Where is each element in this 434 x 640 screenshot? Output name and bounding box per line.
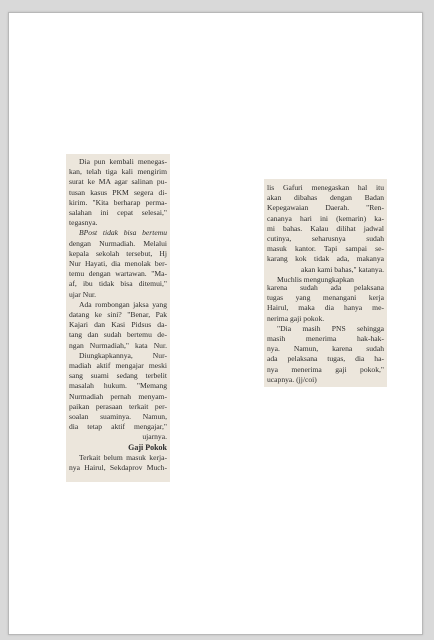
text-line: nya Hairul, Sekdaprov Much-	[69, 463, 167, 473]
text-line: Kepegawaian Daerah. "Ren-	[267, 203, 384, 213]
text-line: masuk kantor. Tapi sampai se-	[267, 244, 384, 254]
text-line: dengan Nurmadiah. Melalui	[69, 238, 167, 248]
news-clipping-right-column	[264, 179, 387, 387]
text-line: Muchlis mengungkapkan	[277, 274, 354, 284]
text-line: paikan perasaan terkait per-	[69, 401, 167, 411]
text-line: ada pelaksana tugas, dia ha-	[267, 354, 384, 364]
text-line: akan dibahas dengan Badan	[267, 193, 384, 203]
text-line: masalah hukum. "Memang	[69, 381, 167, 391]
text-line: masih menerima hak-hak-	[267, 334, 384, 344]
left-column-text	[69, 157, 167, 473]
text-line: madiah aktif mengajar meski	[69, 361, 167, 371]
text-line: ujarnya.	[142, 432, 167, 442]
text-line: cananya hari ini (kemarin) ka-	[267, 213, 384, 223]
text-line: lis Gafuri menegaskan hal itu	[267, 183, 384, 192]
text-line: Nurmadiah pernah menyam-	[69, 391, 167, 401]
section-heading: Gaji Pokok	[128, 442, 167, 452]
text-line: surat ke MA agar salinan pu-	[69, 177, 167, 187]
text-line: ngan Nurmadiah," kata Nur.	[69, 340, 167, 350]
text-line: Terkait belum masuk kerja-	[79, 452, 167, 462]
text-line: cutinya, seharusnya sudah	[267, 234, 384, 244]
text-line: af, ibu tidak bisa ditemui,"	[69, 279, 167, 289]
text-line: mi bahas. Kalau dilihat jadwal	[267, 223, 384, 233]
text-line: Ada rombongan jaksa yang	[79, 299, 167, 309]
text-line: karang kok tidak ada, makanya	[267, 254, 384, 264]
text-line: kirim. "Kita berharap perma-	[69, 197, 167, 207]
text-line: dia tetap aktif mengajar,"	[69, 422, 167, 432]
text-line: Dia pun kembali menegas-	[79, 157, 167, 166]
text-line: tang dan sudah bertemu de-	[69, 330, 167, 340]
text-line: soalan suaminya. Namun,	[69, 412, 167, 422]
text-line: nya menerima gaji pokok,"	[267, 364, 384, 374]
text-line: tegasnya.	[69, 218, 98, 228]
text-line: karena sudah ada pelaksana	[267, 283, 384, 292]
text-line: ucapnya. (jj/coi)	[267, 374, 317, 384]
document-page	[8, 12, 423, 635]
text-line: tugas yang menangani kerja	[267, 293, 384, 303]
text-line: tusan kasus PKM segera di-	[69, 187, 167, 197]
text-line: BPost tidak bisa bertemu	[79, 228, 167, 238]
news-clipping-left-column	[66, 154, 170, 482]
text-line: nerima gaji pokok.	[267, 313, 325, 323]
text-line: datang ke sini? "Benar, Pak	[69, 310, 167, 320]
text-line: sang suami sedang terbelit	[69, 371, 167, 381]
text-line: "Dia masih PNS sehingga	[277, 323, 384, 333]
text-line: Kajari dan Kasi Pidsus da-	[69, 320, 167, 330]
text-line: akan kami bahas," katanya.	[300, 264, 384, 274]
right-column-bottom-text	[267, 283, 384, 385]
text-line: nya. Namun, karena sudah	[267, 344, 384, 354]
text-line: Diungkapkannya, Nur-	[79, 350, 167, 360]
text-line: kepala sekolah tersebut, Hj	[69, 248, 167, 258]
text-line: Hairul, maka dia hanya me-	[267, 303, 384, 313]
text-line: salahan ini cepat selesai,"	[69, 208, 167, 218]
text-line: ujar Nur.	[69, 289, 96, 299]
text-line: Nur Hayati, dia menolak ber-	[69, 259, 167, 269]
text-line: kan, telah tiga kali mengirim	[69, 167, 167, 177]
text-line: temu dengan wartawan. "Ma-	[69, 269, 167, 279]
right-column-top-text	[267, 183, 384, 285]
